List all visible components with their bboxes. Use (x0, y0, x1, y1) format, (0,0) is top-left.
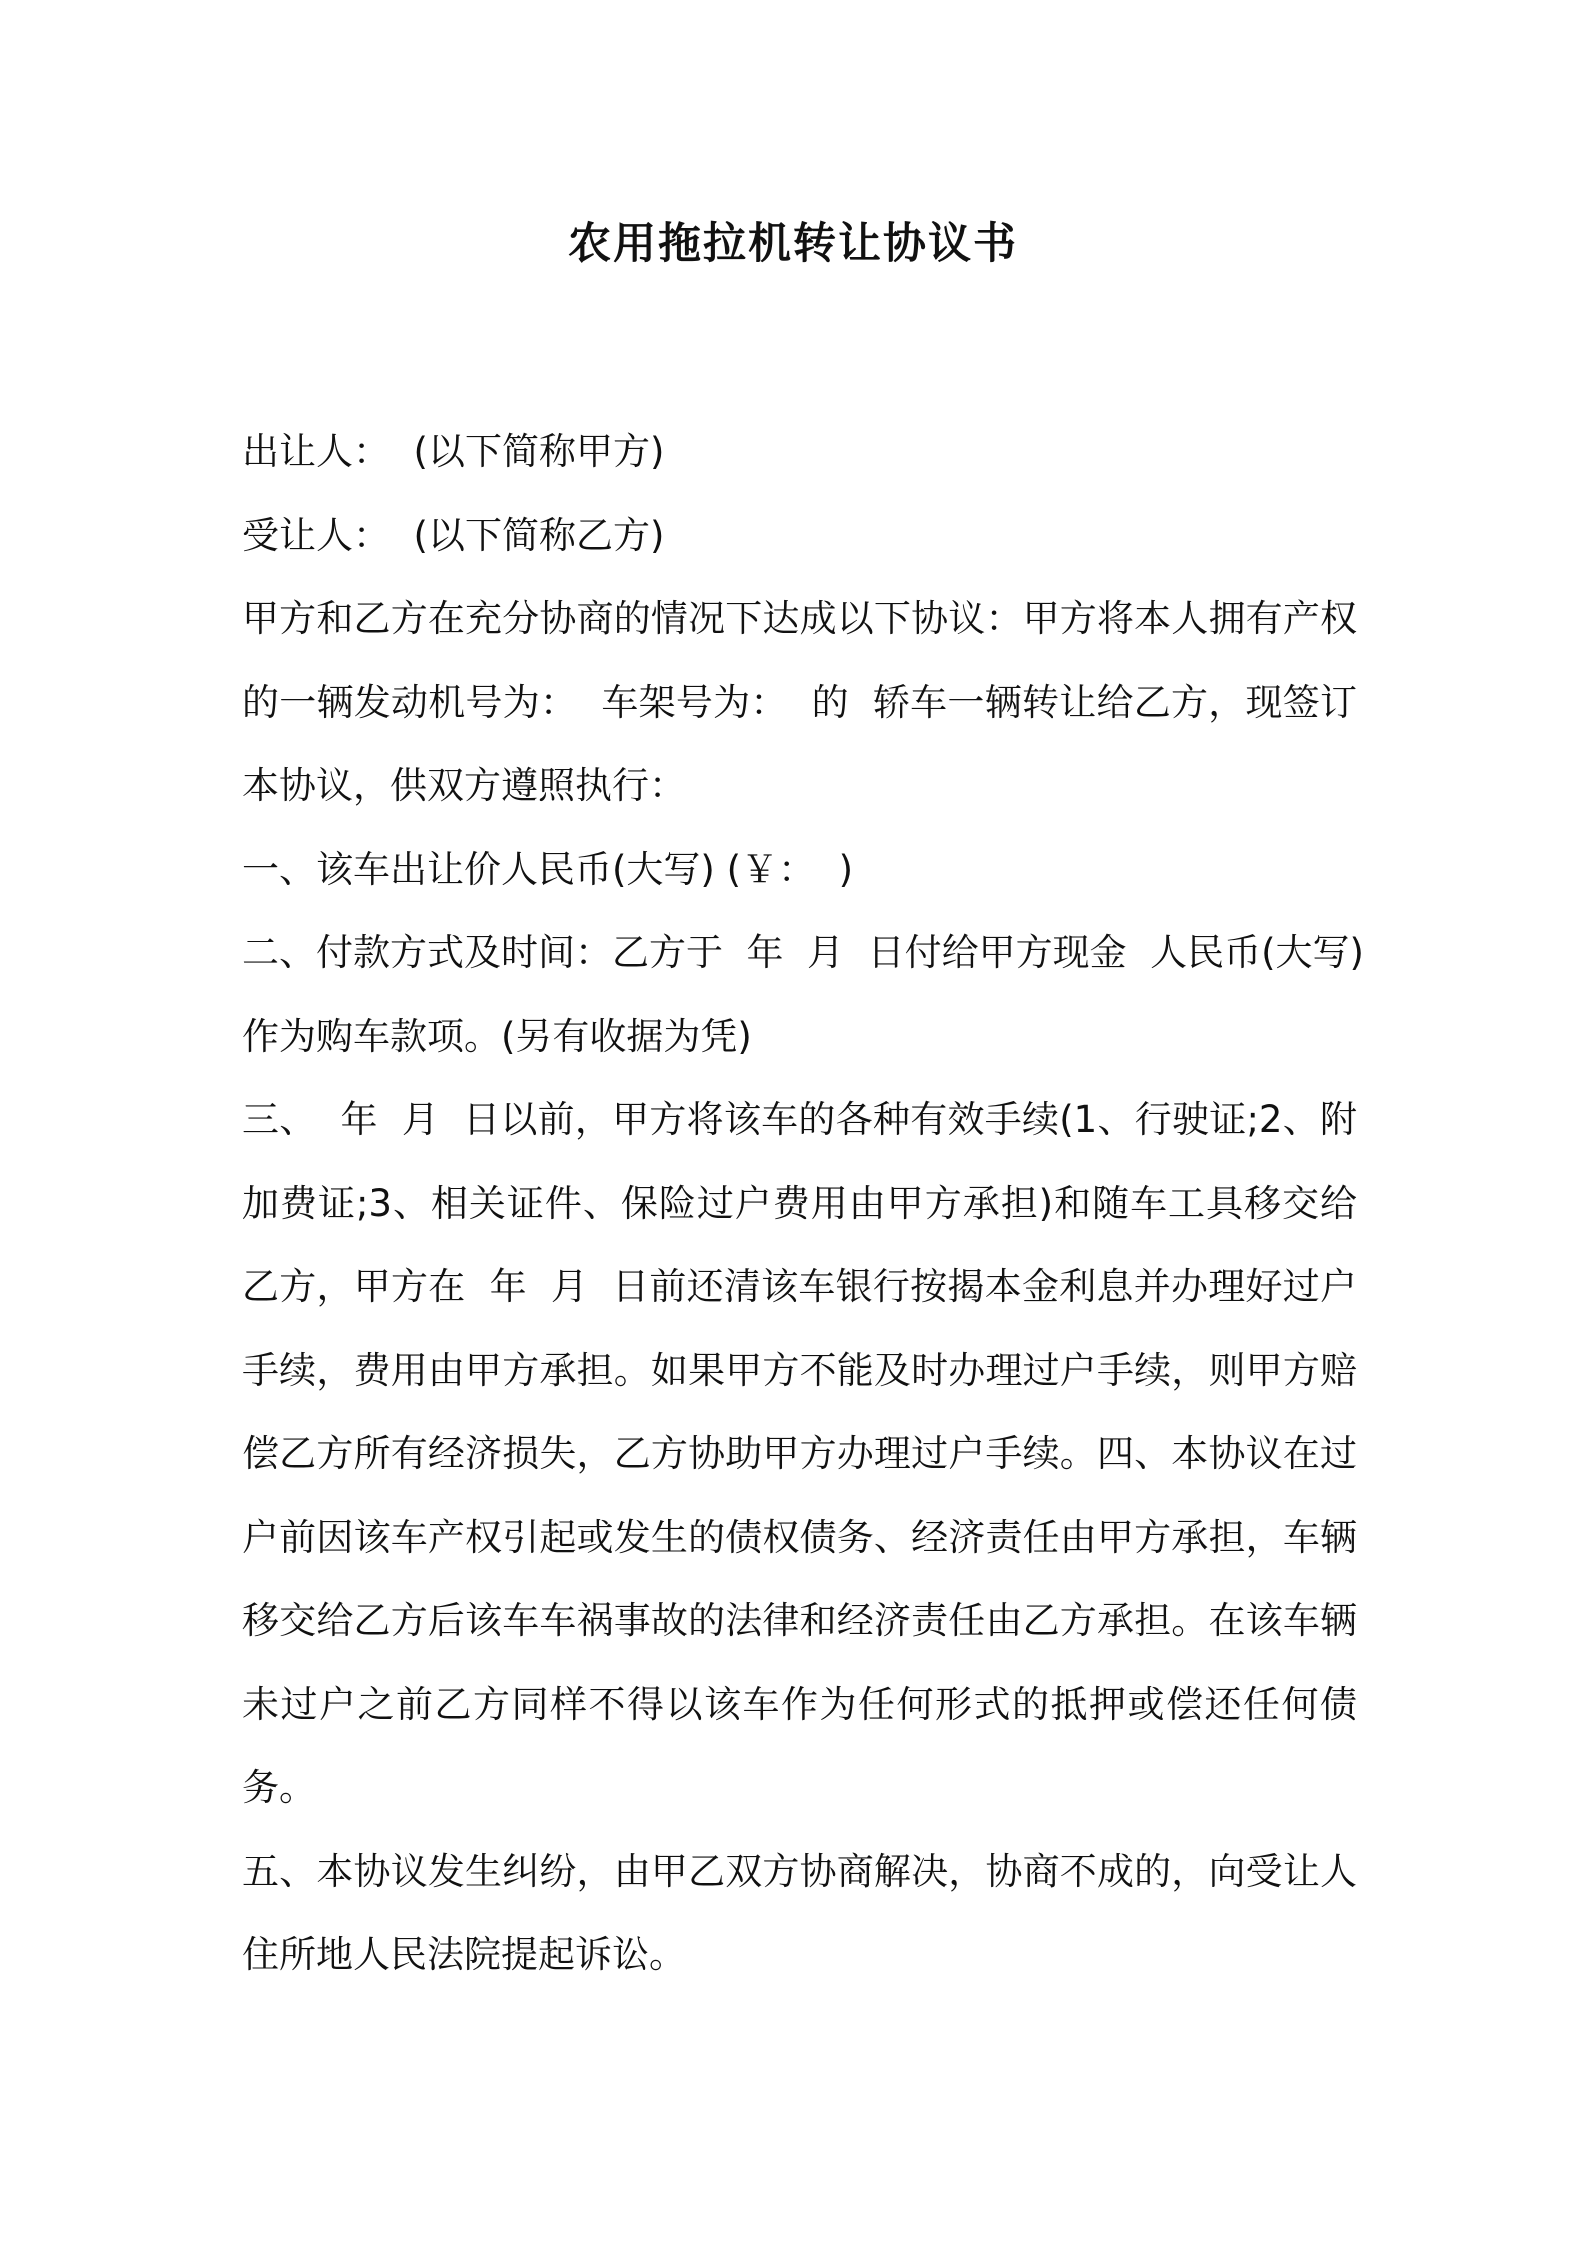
text-line: 手续，费用由甲方承担。如果甲方不能及时办理过户手续，则甲方赔 (242, 1348, 1357, 1392)
document-title: 农用拖拉机转让协议书 (568, 219, 1018, 269)
document-body (242, 410, 1364, 1997)
text-line: 未过户之前乙方同样不得以该车作为任何形式的抵押或偿还任何债 (242, 1682, 1357, 1726)
text-line-buyer: 受让人： (以下简称乙方) (242, 513, 665, 557)
text-line: 乙方，甲方在 年 月 日前还清该车银行按揭本金利息并办理好过户 (242, 1265, 1357, 1308)
text-line: 户前因该车产权引起或发生的债权债务、经济责任由甲方承担，车辆 (242, 1515, 1357, 1559)
clause-5-line: 五、本协议发生纠纷，由甲乙双方协商解决，协商不成的，向受让人 (242, 1849, 1357, 1893)
text-line: 的一辆发动机号为： 车架号为： 的 轿车一辆转让给乙方，现签订 (242, 680, 1357, 724)
text-line: 移交给乙方后该车车祸事故的法律和经济责任由乙方承担。在该车辆 (242, 1599, 1357, 1642)
text-line: 住所地人民法院提起诉讼。 (242, 1933, 686, 1976)
text-line: 本协议，供双方遵照执行： (242, 764, 686, 807)
text-line: 加费证;3、相关证件、保险过户费用由甲方承担)和随车工具移交给 (242, 1181, 1357, 1225)
text-line: 务。 (242, 1766, 316, 1809)
clause-1-line: 一、该车出让价人民币(大写) (￥： ) (242, 847, 854, 891)
clause-2-line: 二、付款方式及时间：乙方于 年 月 日付给甲方现金 人民币(大写) (242, 931, 1364, 974)
text-line: 作为购车款项。(另有收据为凭) (242, 1014, 752, 1058)
text-line: 偿乙方所有经济损失，乙方协助甲方办理过户手续。四、本协议在过 (242, 1432, 1357, 1475)
text-line: 甲方和乙方在充分协商的情况下达成以下协议：甲方将本人拥有产权 (242, 597, 1357, 640)
clause-3-line: 三、 年 月 日以前，甲方将该车的各种有效手续(1、行驶证;2、附 (242, 1098, 1357, 1141)
text-line-seller: 出让人： (以下简称甲方) (242, 430, 665, 473)
